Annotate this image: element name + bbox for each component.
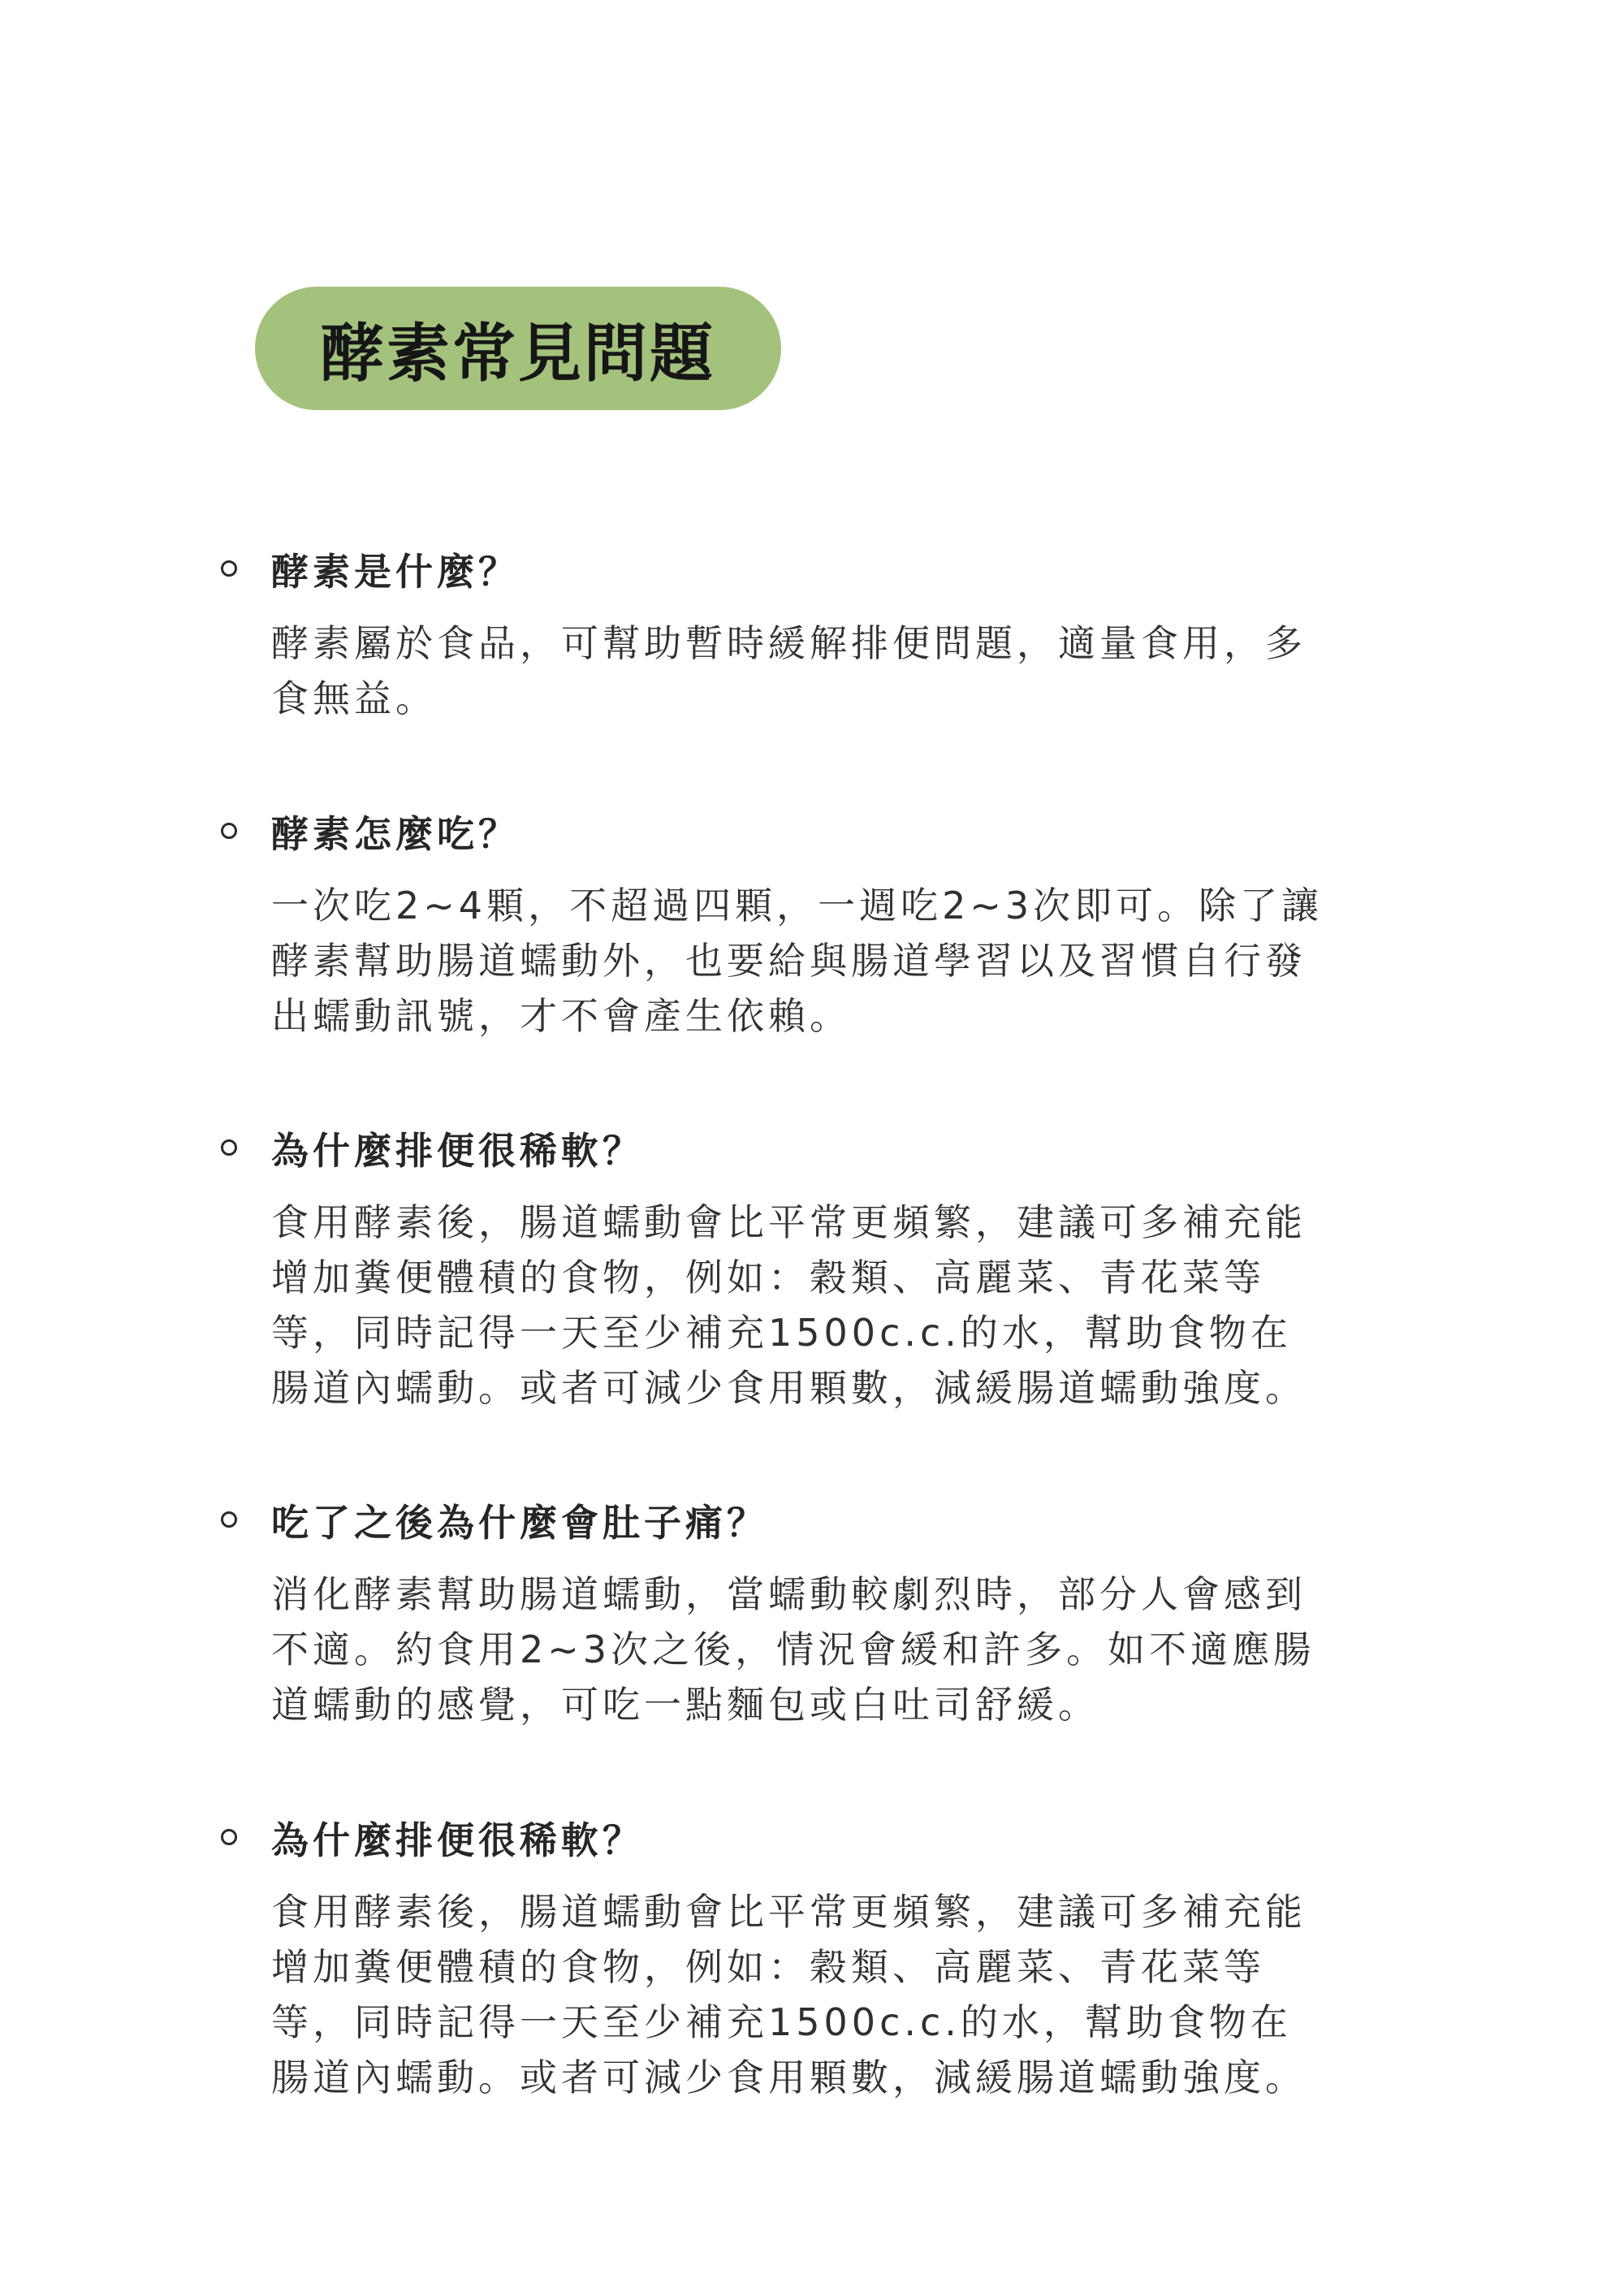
answer-line: 道蠕動的感覺，可吃一點麵包或白吐司舒緩。 <box>271 1683 1099 1727</box>
faq-question: 為什麼排便很稀軟？ <box>271 1129 644 1173</box>
faq-item <box>214 539 1408 726</box>
answer-line: 食用酵素後，腸道蠕動會比平常更頻繁，建議可多補充能 <box>271 1890 1307 1934</box>
faq-answer <box>271 1567 1400 1732</box>
faq-question-row <box>214 539 1408 604</box>
faq-question: 酵素是什麼？ <box>271 550 520 594</box>
faq-item <box>214 1118 1408 1416</box>
faq-question-row <box>214 1490 1408 1555</box>
faq-question: 酵素怎麼吃？ <box>271 812 520 856</box>
faq-item <box>214 1808 1408 2105</box>
answer-line: 增加糞便體積的食物，例如：穀類、高麗菜、青花菜等 <box>271 1256 1265 1299</box>
faq-question-row <box>214 1808 1408 1873</box>
answer-line: 酵素幫助腸道蠕動外，也要給與腸道學習以及習慣自行發 <box>271 939 1307 983</box>
answer-line: 食無益。 <box>271 677 437 720</box>
circle-bullet-icon <box>221 1829 237 1845</box>
faq-question: 為什麼排便很稀軟？ <box>271 1818 644 1862</box>
circle-bullet-icon <box>221 560 237 577</box>
faq-question-row <box>214 1118 1408 1183</box>
circle-bullet-icon <box>221 1139 237 1156</box>
faq-answer <box>271 878 1400 1044</box>
answer-line: 食用酵素後，腸道蠕動會比平常更頻繁，建議可多補充能 <box>271 1200 1307 1244</box>
circle-bullet-icon <box>221 1511 237 1528</box>
answer-line: 增加糞便體積的食物，例如：穀類、高麗菜、青花菜等 <box>271 1945 1265 1989</box>
answer-line: 不適。約食用2~3次之後，情況會緩和許多。如不適應腸 <box>271 1628 1315 1671</box>
page-title: 酵素常見問題 <box>320 318 715 391</box>
answer-line: 腸道內蠕動。或者可減少食用顆數，減緩腸道蠕動強度。 <box>271 1366 1307 1410</box>
answer-line: 一次吃2~4顆，不超過四顆，一週吃2~3次即可。除了讓 <box>271 884 1324 927</box>
faq-question-row <box>214 802 1408 867</box>
answer-line: 腸道內蠕動。或者可減少食用顆數，減緩腸道蠕動強度。 <box>271 2056 1307 2099</box>
faq-answer <box>271 616 1400 726</box>
title-banner <box>255 287 781 410</box>
circle-bullet-icon <box>221 823 237 839</box>
faq-question: 吃了之後為什麼會肚子痛？ <box>271 1501 768 1545</box>
answer-line: 消化酵素幫助腸道蠕動，當蠕動較劇烈時，部分人會感到 <box>271 1572 1307 1616</box>
faq-item <box>214 1490 1408 1732</box>
answer-line: 酵素屬於食品，可幫助暫時緩解排便問題，適量食用，多 <box>271 621 1307 665</box>
faq-answer <box>271 1195 1400 1416</box>
faq-answer <box>271 1884 1400 2105</box>
answer-line: 等，同時記得一天至少補充1500c.c.的水，幫助食物在 <box>271 1311 1292 1355</box>
answer-line: 出蠕動訊號，才不會產生依賴。 <box>271 994 851 1038</box>
answer-line: 等，同時記得一天至少補充1500c.c.的水，幫助食物在 <box>271 2000 1292 2044</box>
faq-item <box>214 802 1408 1044</box>
